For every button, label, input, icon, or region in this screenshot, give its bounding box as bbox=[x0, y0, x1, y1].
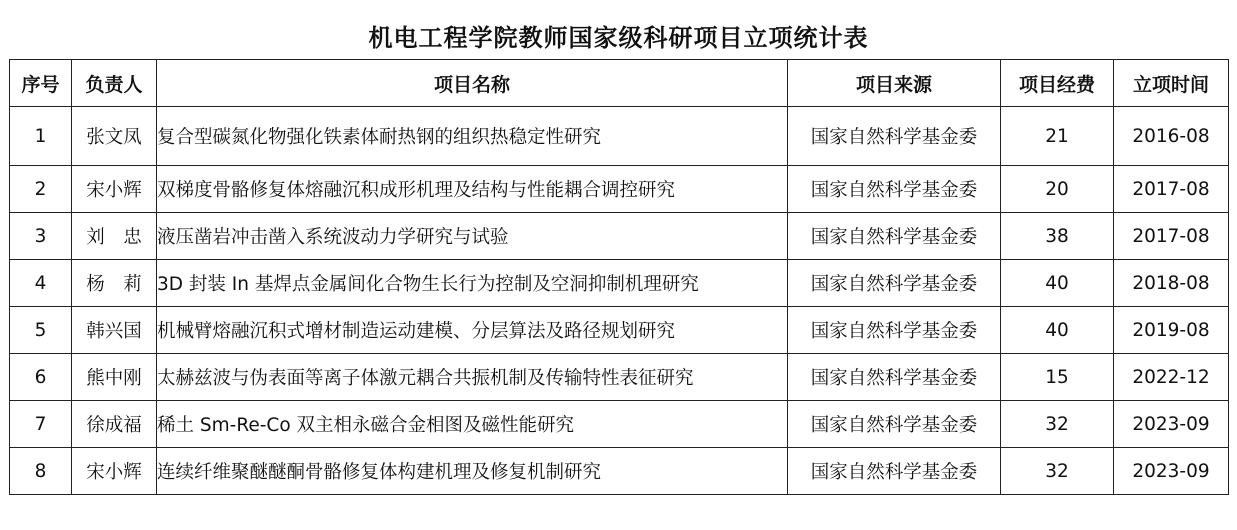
cell-date: 2018-08 bbox=[1114, 260, 1229, 307]
cell-leader: 宋小辉 bbox=[72, 448, 157, 495]
cell-source: 国家自然科学基金委 bbox=[788, 354, 1001, 401]
cell-funding: 21 bbox=[1001, 107, 1114, 166]
cell-funding: 38 bbox=[1001, 213, 1114, 260]
cell-funding: 32 bbox=[1001, 401, 1114, 448]
cell-seq: 8 bbox=[10, 448, 72, 495]
table-row bbox=[10, 260, 1229, 307]
table-header-row bbox=[10, 60, 1229, 107]
table-row bbox=[10, 107, 1229, 166]
cell-date: 2022-12 bbox=[1114, 354, 1229, 401]
cell-seq: 6 bbox=[10, 354, 72, 401]
cell-seq: 3 bbox=[10, 213, 72, 260]
cell-date: 2016-08 bbox=[1114, 107, 1229, 166]
cell-leader: 熊中刚 bbox=[72, 354, 157, 401]
cell-source: 国家自然科学基金委 bbox=[788, 401, 1001, 448]
table-row bbox=[10, 213, 1229, 260]
cell-leader: 杨 莉 bbox=[72, 260, 157, 307]
document-title: 机电工程学院教师国家级科研项目立项统计表 bbox=[368, 23, 869, 52]
cell-project: 液压凿岩冲击凿入系统波动力学研究与试验 bbox=[157, 213, 788, 260]
header-leader: 负责人 bbox=[72, 60, 157, 107]
cell-project: 3D 封装 In 基焊点金属间化合物生长行为控制及空洞抑制机理研究 bbox=[157, 260, 788, 307]
cell-source: 国家自然科学基金委 bbox=[788, 213, 1001, 260]
table-row bbox=[10, 401, 1229, 448]
cell-leader: 宋小辉 bbox=[72, 166, 157, 213]
cell-date: 2017-08 bbox=[1114, 213, 1229, 260]
header-funding: 项目经费 bbox=[1001, 60, 1114, 107]
table-row bbox=[10, 307, 1229, 354]
cell-project: 机械臂熔融沉积式增材制造运动建模、分层算法及路径规划研究 bbox=[157, 307, 788, 354]
cell-project: 太赫兹波与伪表面等离子体激元耦合共振机制及传输特性表征研究 bbox=[157, 354, 788, 401]
cell-seq: 5 bbox=[10, 307, 72, 354]
cell-funding: 40 bbox=[1001, 260, 1114, 307]
cell-project: 连续纤维聚醚醚酮骨骼修复体构建机理及修复机制研究 bbox=[157, 448, 788, 495]
cell-seq: 4 bbox=[10, 260, 72, 307]
cell-leader: 徐成福 bbox=[72, 401, 157, 448]
cell-seq: 7 bbox=[10, 401, 72, 448]
cell-project: 双梯度骨骼修复体熔融沉积成形机理及结构与性能耦合调控研究 bbox=[157, 166, 788, 213]
cell-date: 2017-08 bbox=[1114, 166, 1229, 213]
cell-leader: 韩兴国 bbox=[72, 307, 157, 354]
cell-project: 稀土 Sm-Re-Co 双主相永磁合金相图及磁性能研究 bbox=[157, 401, 788, 448]
table-row bbox=[10, 166, 1229, 213]
cell-leader: 刘 忠 bbox=[72, 213, 157, 260]
cell-funding: 40 bbox=[1001, 307, 1114, 354]
cell-source: 国家自然科学基金委 bbox=[788, 260, 1001, 307]
cell-seq: 1 bbox=[10, 107, 72, 166]
cell-date: 2023-09 bbox=[1114, 401, 1229, 448]
table-row bbox=[10, 448, 1229, 495]
table-row bbox=[10, 354, 1229, 401]
cell-funding: 32 bbox=[1001, 448, 1114, 495]
cell-seq: 2 bbox=[10, 166, 72, 213]
cell-source: 国家自然科学基金委 bbox=[788, 448, 1001, 495]
header-seq: 序号 bbox=[10, 60, 72, 107]
cell-leader: 张文凤 bbox=[72, 107, 157, 166]
cell-funding: 20 bbox=[1001, 166, 1114, 213]
cell-funding: 15 bbox=[1001, 354, 1114, 401]
cell-source: 国家自然科学基金委 bbox=[788, 307, 1001, 354]
cell-project: 复合型碳氮化物强化铁素体耐热钢的组织热稳定性研究 bbox=[157, 107, 788, 166]
cell-source: 国家自然科学基金委 bbox=[788, 107, 1001, 166]
header-date: 立项时间 bbox=[1114, 60, 1229, 107]
cell-source: 国家自然科学基金委 bbox=[788, 166, 1001, 213]
header-project: 项目名称 bbox=[157, 60, 788, 107]
header-source: 项目来源 bbox=[788, 60, 1001, 107]
project-table bbox=[9, 59, 1229, 495]
cell-date: 2019-08 bbox=[1114, 307, 1229, 354]
cell-date: 2023-09 bbox=[1114, 448, 1229, 495]
